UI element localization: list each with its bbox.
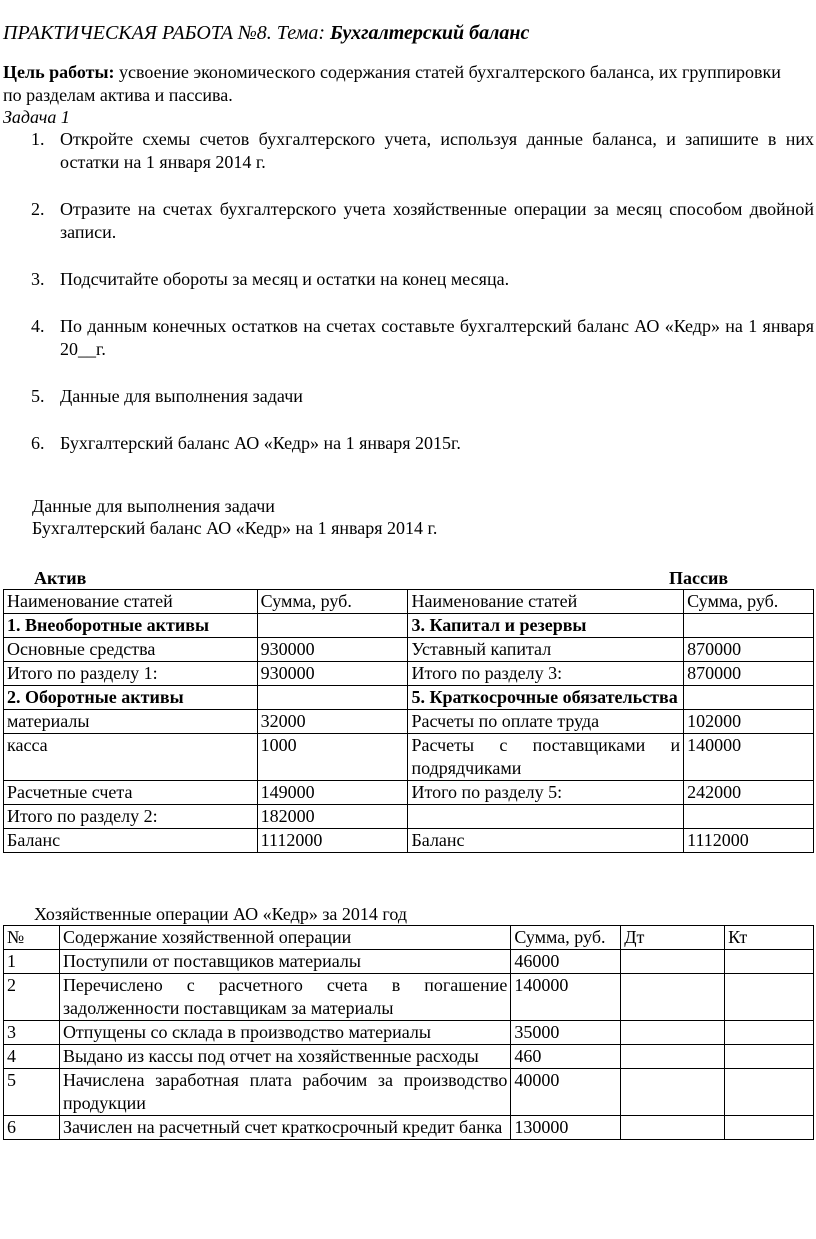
- step-item: [0, 198, 814, 244]
- aktiv-name: Итого по разделу 2:: [4, 805, 258, 829]
- op-number: 1: [4, 950, 60, 974]
- table-row: [4, 781, 814, 805]
- passiv-sum: [684, 686, 814, 710]
- op-credit: [725, 950, 814, 974]
- passiv-label: Пассив: [669, 568, 729, 588]
- table-row: [4, 614, 814, 638]
- header-cell: Сумма, руб.: [511, 926, 621, 950]
- passiv-name: [408, 805, 684, 829]
- aktiv-name: Расчетные счета: [4, 781, 258, 805]
- op-number: 6: [4, 1116, 60, 1140]
- op-sum: 130000: [511, 1116, 621, 1140]
- aktiv-sum: 1000: [257, 734, 408, 781]
- passiv-sum: 140000: [684, 734, 814, 781]
- op-text: Отпущены со склада в производство материалы: [59, 1021, 510, 1045]
- op-sum: 140000: [511, 974, 621, 1021]
- op-debit: [621, 1116, 725, 1140]
- step-text: Бухгалтерский баланс АО «Кедр» на 1 января 2015г.: [60, 433, 461, 453]
- balance-table: [3, 589, 814, 853]
- step-number: 3.: [31, 269, 45, 289]
- step-text: Отразите на счетах бухгалтерского учета хозяйственные операции за месяц способом двойной записи.: [60, 199, 814, 242]
- op-number: 2: [4, 974, 60, 1021]
- header-cell: Кт: [725, 926, 814, 950]
- aktiv-sum: 1112000: [257, 829, 408, 853]
- aktiv-sum: 930000: [257, 638, 408, 662]
- op-sum: 40000: [511, 1069, 621, 1116]
- op-number: 5: [4, 1069, 60, 1116]
- passiv-name: Баланс: [408, 829, 684, 853]
- step-number: 4.: [31, 316, 45, 336]
- step-number: 2.: [31, 199, 45, 219]
- table-row: [4, 734, 814, 781]
- aktiv-sum: 149000: [257, 781, 408, 805]
- aktiv-name: Баланс: [4, 829, 258, 853]
- header-cell: Дт: [621, 926, 725, 950]
- steps-list: [0, 128, 816, 455]
- table-row: [4, 1045, 814, 1069]
- header-cell: Содержание хозяйственной операции: [59, 926, 510, 950]
- op-debit: [621, 1021, 725, 1045]
- passiv-sum: 870000: [684, 662, 814, 686]
- step-text: Подсчитайте обороты за месяц и остатки на конец месяца.: [60, 269, 510, 289]
- step-text: Данные для выполнения задачи: [60, 386, 303, 406]
- op-number: 4: [4, 1045, 60, 1069]
- intro-line: Бухгалтерский баланс АО «Кедр» на 1 января 2014 г.: [32, 518, 438, 538]
- passiv-name: Итого по разделу 5:: [408, 781, 684, 805]
- op-sum: 460: [511, 1045, 621, 1069]
- page-title: [3, 22, 529, 45]
- header-cell: Наименование статей: [408, 590, 684, 614]
- op-debit: [621, 1069, 725, 1116]
- goal-label: Цель работы:: [3, 62, 115, 82]
- step-text: По данным конечных остатков на счетах составьте бухгалтерский баланс АО «Кедр» на 1 января 20__г.: [60, 316, 814, 359]
- op-debit: [621, 1045, 725, 1069]
- passiv-name: Уставный капитал: [408, 638, 684, 662]
- op-sum: 35000: [511, 1021, 621, 1045]
- op-sum: 46000: [511, 950, 621, 974]
- table-row: [4, 1116, 814, 1140]
- operations-table: [3, 925, 814, 1140]
- data-intro: [32, 495, 437, 539]
- aktiv-sum: [257, 614, 408, 638]
- passiv-sum: 102000: [684, 710, 814, 734]
- op-debit: [621, 974, 725, 1021]
- goal-text: усвоение экономического содержания статей бухгалтерского баланса, их группировки по разделам актива и пассива.: [3, 62, 781, 105]
- op-number: 3: [4, 1021, 60, 1045]
- header-cell: №: [4, 926, 60, 950]
- aktiv-label: Актив: [34, 568, 87, 588]
- table-row: [4, 805, 814, 829]
- passiv-sum: 1112000: [684, 829, 814, 853]
- op-credit: [725, 1116, 814, 1140]
- passiv-sum: [684, 614, 814, 638]
- passiv-name: Расчеты по оплате труда: [408, 710, 684, 734]
- operations-title: Хозяйственные операции АО «Кедр» за 2014 год: [34, 904, 407, 924]
- aktiv-name: касса: [4, 734, 258, 781]
- table-row: [4, 710, 814, 734]
- table-header-row: [4, 926, 814, 950]
- step-item: [0, 268, 814, 291]
- aktiv-name: 2. Оборотные активы: [4, 686, 258, 710]
- goal-paragraph: [3, 61, 803, 107]
- passiv-sum: [684, 805, 814, 829]
- op-credit: [725, 1021, 814, 1045]
- step-text: Откройте схемы счетов бухгалтерского учета, используя данные баланса, и запишите в них остатки на 1 января 2014 г.: [60, 129, 814, 172]
- task-label: Задача 1: [3, 107, 70, 127]
- intro-line: Данные для выполнения задачи: [32, 496, 275, 516]
- passiv-sum: 242000: [684, 781, 814, 805]
- op-text: Начислена заработная плата рабочим за производство продукции: [59, 1069, 510, 1116]
- aktiv-sum: 930000: [257, 662, 408, 686]
- step-number: 1.: [31, 129, 45, 149]
- op-text: Зачислен на расчетный счет краткосрочный кредит банка: [59, 1116, 510, 1140]
- table-row: [4, 829, 814, 853]
- header-cell: Наименование статей: [4, 590, 258, 614]
- op-text: Поступили от поставщиков материалы: [59, 950, 510, 974]
- table-row: [4, 1021, 814, 1045]
- table-row: [4, 638, 814, 662]
- passiv-name: 3. Капитал и резервы: [408, 614, 684, 638]
- header-cell: Сумма, руб.: [257, 590, 408, 614]
- title-prefix: ПРАКТИЧЕСКАЯ РАБОТА №8. Тема:: [3, 22, 331, 44]
- table-header-row: [4, 590, 814, 614]
- title-topic: Бухгалтерский баланс: [330, 22, 530, 44]
- passiv-name: Итого по разделу 3:: [408, 662, 684, 686]
- step-item: [0, 128, 814, 174]
- aktiv-name: Основные средства: [4, 638, 258, 662]
- aktiv-sum: 182000: [257, 805, 408, 829]
- passiv-name: 5. Краткосрочные обязательства: [408, 686, 684, 710]
- step-number: 5.: [31, 386, 45, 406]
- passiv-name: Расчеты с поставщиками и подрядчиками: [408, 734, 684, 781]
- table-row: [4, 950, 814, 974]
- step-number: 6.: [31, 433, 45, 453]
- table-row: [4, 1069, 814, 1116]
- op-credit: [725, 974, 814, 1021]
- table-row: [4, 662, 814, 686]
- op-credit: [725, 1069, 814, 1116]
- table-row: [4, 974, 814, 1021]
- aktiv-sum: 32000: [257, 710, 408, 734]
- op-text: Выдано из кассы под отчет на хозяйственные расходы: [59, 1045, 510, 1069]
- step-item: [0, 385, 814, 408]
- step-item: [0, 315, 814, 361]
- header-cell: Сумма, руб.: [684, 590, 814, 614]
- aktiv-name: Итого по разделу 1:: [4, 662, 258, 686]
- aktiv-name: материалы: [4, 710, 258, 734]
- op-credit: [725, 1045, 814, 1069]
- aktiv-sum: [257, 686, 408, 710]
- step-item: [0, 432, 814, 455]
- passiv-sum: 870000: [684, 638, 814, 662]
- table-row: [4, 686, 814, 710]
- op-text: Перечислено с расчетного счета в погашение задолженности поставщикам за материалы: [59, 974, 510, 1021]
- op-debit: [621, 950, 725, 974]
- aktiv-name: 1. Внеоборотные активы: [4, 614, 258, 638]
